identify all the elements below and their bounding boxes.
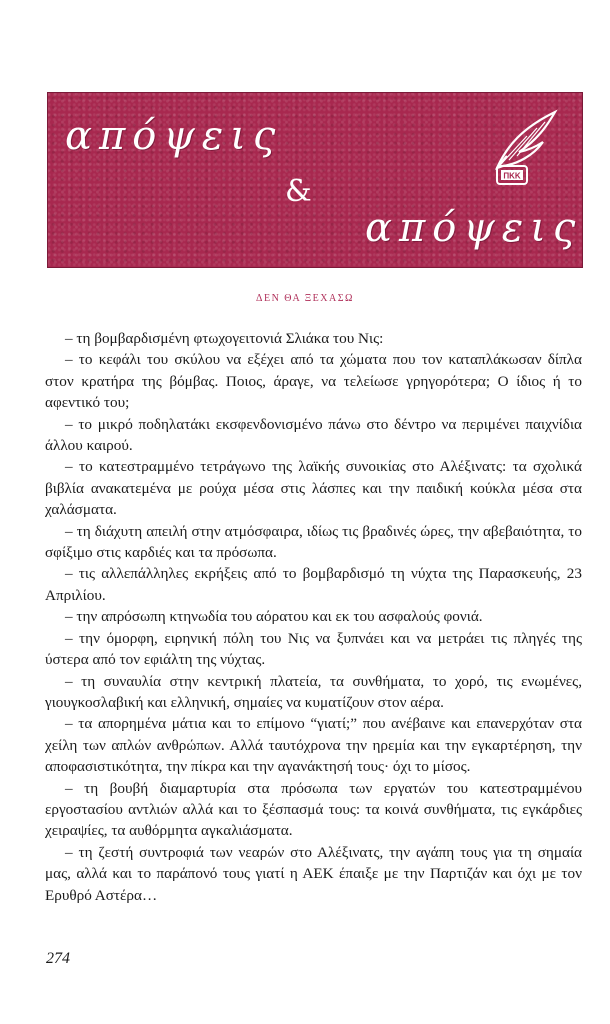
paragraph: – την όμορφη, ειρηνική πόλη του Νις να ξυπνάει και να μετράει τις πληγές της ύστερα από τον εφιάλτη της νύχτας. (45, 629, 582, 669)
paragraph: – τη βομβαρδισμένη φτωχογειτονιά Σλιάκα του Νις: (65, 330, 384, 347)
paragraph: – το κατεστραμμένο τετράγωνο της λαϊκής συνοικίας στο Αλέξινατς: τα σχολικά βιβλία ανακατεμένα με ρούχα μέσα στις λάσπες και την παιδική κούκλα μέσα στα χαλάσματα. (45, 458, 582, 519)
paragraph: – την απρόσωπη κτηνωδία του αόρατου και εκ του ασφαλούς φονιά. (65, 608, 483, 626)
section-subtitle: ΔΕΝ ΘΑ ΞΕΧΑΣΩ (256, 293, 354, 304)
paragraph: – το μικρό ποδηλατάκι εκσφενδονισμένο πάνω στο δέντρο να περιμένει παιχνίδια άλλου καιρού. (45, 415, 582, 455)
paragraph: – το κεφάλι του σκύλου να εξέχει από τα χώματα που τον καταπλάκωσαν δίπλα στον κρατήρα της βόμβας. Ποιος, άραγε, να τελείωσε γρηγορότερα; Ο ίδιος ή το αφεντικό του; (45, 351, 582, 412)
article-body (45, 328, 582, 906)
header-banner (47, 92, 583, 268)
quill-inkwell-icon (467, 106, 563, 186)
banner-title-bottom: απόψεις (365, 205, 583, 251)
banner-ampersand: & (285, 174, 312, 209)
paragraph: – τα απορημένα μάτια και το επίμονο “γιατί;” που ανέβαινε και επανερχόταν στα χείλη των απλών ανθρώπων. Αλλά ταυτόχρονα την ηρεμία και την εγκαρτέρηση, την αποφασιστικότητα, την πίκρα και την αγανάκτησή τους· όχι το μίσος. (45, 715, 582, 776)
paragraph: – τις αλλεπάλληλες εκρήξεις από το βομβαρδισμό τη νύχτα της Παρασκευής, 23 Απριλίου. (45, 565, 582, 604)
paragraph: – τη συναυλία στην κεντρική πλατεία, τα συνθήματα, το χορό, τις ενωμένες, γιουγκοσλαβική και ελληνική, σημαίες να κυματίζουν στον αέρα. (45, 672, 582, 711)
paragraph: – τη βουβή διαμαρτυρία στα πρόσωπα των εργατών του κατεστραμμένου εργοστασίου αντλιών αλλά και το ξέσπασμά τους: τα κοινά συνθήματα, τις εγκάρδιες χειραψίες, τα αυθόρμητα αγκαλιάσματα. (45, 779, 582, 840)
logo-label: ΠΚΚ (503, 171, 521, 181)
page-number: 274 (46, 950, 70, 967)
banner-title-top: απόψεις (65, 113, 283, 159)
paragraph: – τη διάχυτη απειλή στην ατμόσφαιρα, ιδίως τις βραδινές ώρες, την αβεβαιότητα, το σφίξιμο στις καρδιές και τα πρόσωπα. (45, 522, 582, 562)
paragraph: – τη ζεστή συντροφιά των νεαρών στο Αλέξινατς, την αγάπη τους για τη σημαία μας, αλλά και το παράπονό τους γιατί η ΑΕΚ έπαιξε με την Παρτιζάν και όχι με τον Ερυθρό Αστέρα… (45, 843, 582, 904)
